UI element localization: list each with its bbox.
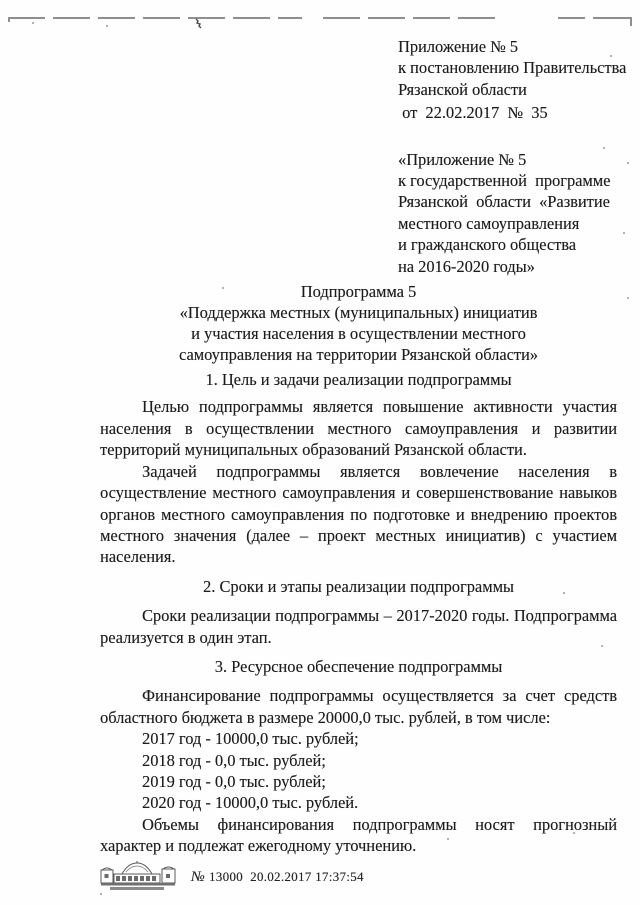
- section-1-paragraph: Задачей подпрограммы является вовлечение населения в осуществление местного самоуправления и совершенствование навыков органов местного самоуправления по подготовке и внедрению проектов местного значения (далее – проект местных инициатив) с участием населения.: [100, 461, 617, 567]
- scan-speck: [627, 297, 629, 299]
- budget-line-2020: 2020 год - 10000,0 тыс. рублей.: [142, 793, 359, 813]
- scan-speck: [627, 162, 629, 164]
- appendix-line: к постановлению Правительства: [398, 58, 627, 78]
- appendix-line: Приложение № 5: [398, 37, 519, 56]
- program-line: Рязанской области «Развитие: [398, 192, 610, 212]
- program-reference-block: [398, 149, 617, 277]
- program-line: местного самоуправления: [398, 213, 580, 233]
- section-1-heading: 1. Цель и задачи реализации подпрограммы: [205, 370, 512, 390]
- scan-corner-mark: [8, 17, 10, 22]
- appendix-reference-block: [398, 36, 627, 124]
- section-3-closing-paragraph: Объемы финансирования подпрограммы носят прогнозный характер и подлежат ежегодному уточнению.: [100, 814, 617, 856]
- scan-speck: [106, 25, 108, 27]
- title-line: Подпрограмма 5: [300, 282, 417, 302]
- program-line: «Приложение № 5: [398, 149, 527, 169]
- program-line: и гражданского общества: [398, 235, 577, 255]
- scan-line-gap: [500, 16, 558, 20]
- scan-speck: [32, 22, 34, 24]
- program-line: на 2016-2020 годы»: [398, 256, 535, 276]
- budget-line-2019: 2019 год - 0,0 тыс. рублей;: [142, 771, 326, 791]
- scan-speck: [623, 232, 625, 234]
- appendix-line: Рязанской области: [398, 79, 527, 99]
- title-line: и участия населения в осуществлении местного: [191, 324, 526, 344]
- title-line: самоуправления на территории Рязанской области»: [178, 345, 539, 365]
- section-3-paragraph: Финансирование подпрограммы осуществляется за счет средств областного бюджета в размере 20000,0 тыс. рублей, в том числе:: [100, 686, 617, 727]
- scan-ink-tick: [195, 18, 205, 30]
- order-date-number-line: от 22.02.2017 № 35: [398, 103, 548, 123]
- section-2-paragraph: Сроки реализации подпрограммы – 2017-2020 годы. Подпрограмма реализуется в один этап.: [100, 606, 617, 647]
- scan-line-gap: [302, 16, 316, 20]
- section-2-heading: 2. Сроки и этапы реализации подпрограммы: [203, 576, 514, 596]
- document-body: [100, 36, 627, 893]
- scan-speck: [100, 893, 102, 895]
- stamp-registration-text: [191, 869, 364, 885]
- program-line: к государственной программе: [398, 171, 611, 191]
- budget-line-2017: 2017 год - 10000,0 тыс. рублей;: [142, 729, 359, 749]
- section-1-paragraph: Целью подпрограммы является повышение активности участия населения в осуществлении местного самоуправления и развитии территорий муниципальных образований Рязанской области.: [100, 397, 617, 460]
- registration-number-datetime: 13000 20.02.2017 17:37:54: [208, 868, 364, 884]
- title-line: «Поддержка местных (муниципальных) инициатив: [179, 303, 538, 323]
- subprogram-title: [100, 281, 617, 365]
- registration-stamp: [100, 861, 617, 893]
- scan-corner-mark: [630, 17, 632, 26]
- budget-line-2018: 2018 год - 0,0 тыс. рублей;: [142, 750, 326, 770]
- section-3-heading: 3. Ресурсное обеспечение подпрограммы: [214, 656, 503, 676]
- government-building-emblem-icon: [100, 861, 178, 893]
- number-sign: №: [191, 868, 205, 885]
